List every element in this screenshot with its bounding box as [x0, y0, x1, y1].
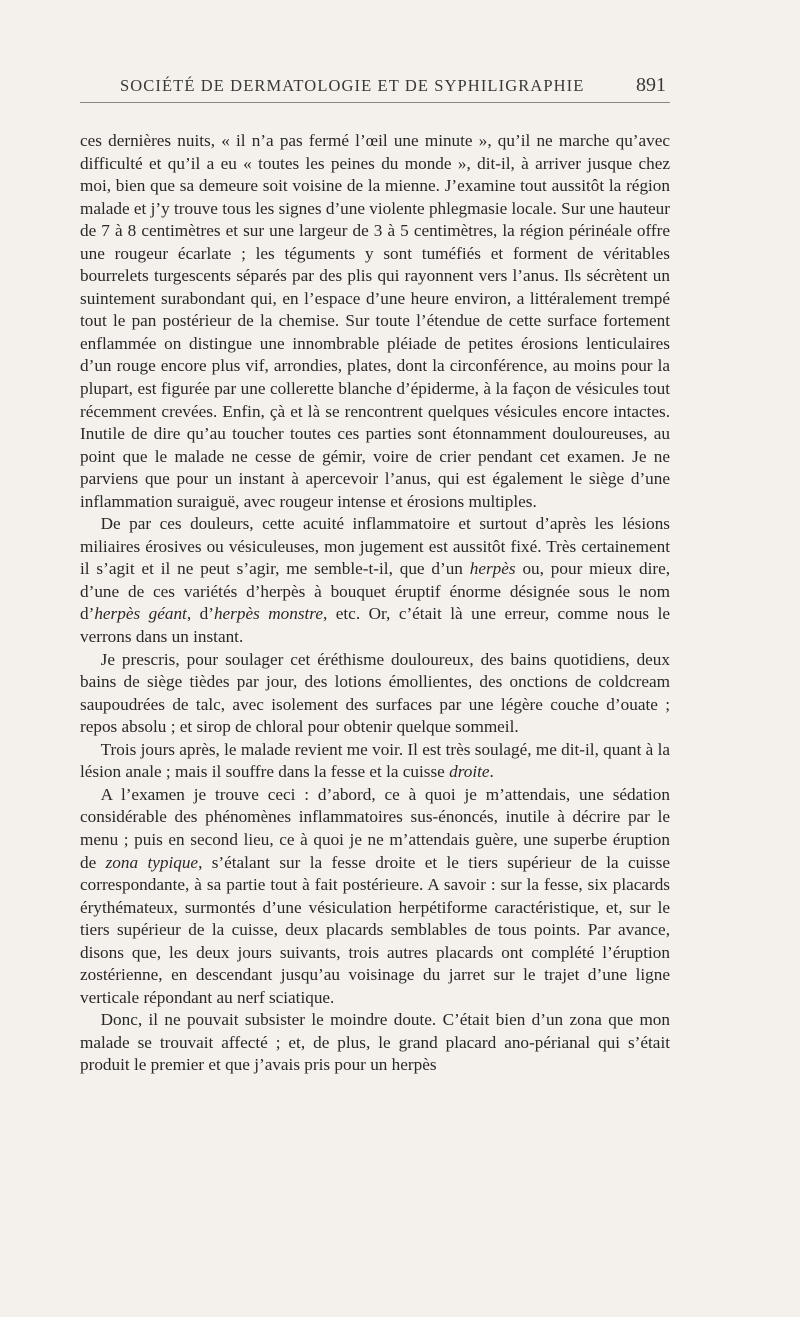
- text-segment: ces dernières nuits, « il n’a pas fermé l’œil une minute », qu’il ne marche qu’avec difficulté et qu’il a eu « toutes les peines du monde », dit-il, à arriver jusque chez moi, bien que sa demeure soit voisine de la mienne. J’examine tout aussitôt la région malade et j’y trouve tous les signes d’une violente phlegmasie locale. Sur une hauteur de 7 à 8 centimètres et sur une largeur de 3 à 5 centimètres, la région périnéale offre une rougeur écarlate ; les téguments y sont tuméfiés et forment de véritables bourrelets turgescents séparés par des plis qui rayonnent vers l’anus. Ils sécrètent un suintement surabondant qui, en l’espace d’une heure environ, a littéralement trempé tout le pan postérieur de la chemise. Sur toute l’étendue de cette surface fortement enflammée on distingue une innombrable pléiade de petites érosions lenticulaires d’un rouge encore plus vif, arrondies, plates, dont la circonférence, au moins pour la plupart, est figurée par une collerette blanche d’épiderme, à la façon de vésicules tout récemment crevées. Enfin, çà et là se rencontrent quelques vésicules encore intactes. Inutile de dire qu’au toucher toutes ces parties sont étonnamment douloureuses, au point que le malade ne cesse de gémir, voire de crier pendant cet examen. Je ne parviens que pour un instant à apercevoir l’anus, qui est également le siège d’une inflammation suraiguë, avec rougeur intense et érosions multiples.: [80, 131, 670, 511]
- text-segment: .: [489, 762, 494, 782]
- running-title: SOCIÉTÉ DE DERMATOLOGIE ET DE SYPHILIGRAPHIE: [120, 76, 585, 95]
- text-segment: , etc. Or, c’était là une erreur, comme nous le verrons dans un instant.: [80, 604, 670, 647]
- body-text: [80, 130, 670, 1077]
- text-segment: Donc, il ne pouvait subsister le moindre doute. C’était bien d’un zona que mon malade se trouvait affecté ; et, de plus, le grand placard ano-périanal qui s’était produit le premier et que j’avais pris pour un herpès: [80, 1010, 670, 1075]
- paragraph-4: [80, 739, 670, 784]
- italic-term: droite: [449, 762, 490, 782]
- text-segment: , s’étalant sur la fesse droite et le tiers supérieur de la cuisse correspondante, à sa partie tout à fait postérieure. A savoir : sur la fesse, six placards érythémateux, surmontés d’une vésiculation herpétiforme caractéristique, et, sur le tiers supérieur de la cuisse, deux placards semblables de tous points. Par avance, disons que, les deux jours suivants, trois autres placards ont complété l’éruption zostérienne, en descendant jusqu’au voisinage du jarret sur le trajet d’une ligne verticale répondant au nerf sciatique.: [80, 852, 670, 1007]
- italic-term: herpès géant: [94, 604, 187, 624]
- paragraph-6: [80, 1009, 670, 1077]
- running-header: [80, 76, 670, 103]
- paragraph-5: [80, 784, 670, 1009]
- page-number: 891: [636, 74, 666, 96]
- paragraph-3: [80, 649, 670, 739]
- italic-term: zona typique: [105, 852, 199, 872]
- text-segment: A l’examen je trouve ceci : d’abord, ce à quoi je m’attendais, une sédation considérable des phénomènes inflammatoires sus-énoncés, inutile à décrire par le menu ; puis en second lieu, ce à quoi je ne m’attendais guère, une superbe éruption de: [80, 784, 670, 872]
- text-segment: ou, pour mieux dire, d’une de ces variétés d’herpès à bouquet éruptif énorme désignée sous le nom d’: [80, 559, 670, 624]
- text-segment: Je prescris, pour soulager cet éréthisme douloureux, des bains quotidiens, deux bains de siège tièdes par jour, des lotions émollientes, des onctions de coldcream saupoudrées de talc, avec isolement des surfaces par une légère couche d’ouate ; repos absolu ; et sirop de chloral pour obtenir quelque sommeil.: [80, 649, 670, 737]
- paragraph-1: [80, 130, 670, 513]
- text-segment: De par ces douleurs, cette acuité inflammatoire et surtout d’après les lésions miliaires érosives ou vésiculeuses, mon jugement est aussitôt fixé. Très certainement il s’agit et il ne peut s’agir, me semble-t-il, que d’un: [80, 514, 670, 579]
- text-segment: , d’: [186, 604, 214, 624]
- italic-term: herpès monstre: [213, 604, 323, 624]
- italic-term: herpès: [469, 559, 516, 579]
- text-segment: Trois jours après, le malade revient me voir. Il est très soulagé, me dit-il, quant à la lésion anale ; mais il souffre dans la fesse et la cuisse: [80, 739, 670, 782]
- paragraph-2: [80, 513, 670, 648]
